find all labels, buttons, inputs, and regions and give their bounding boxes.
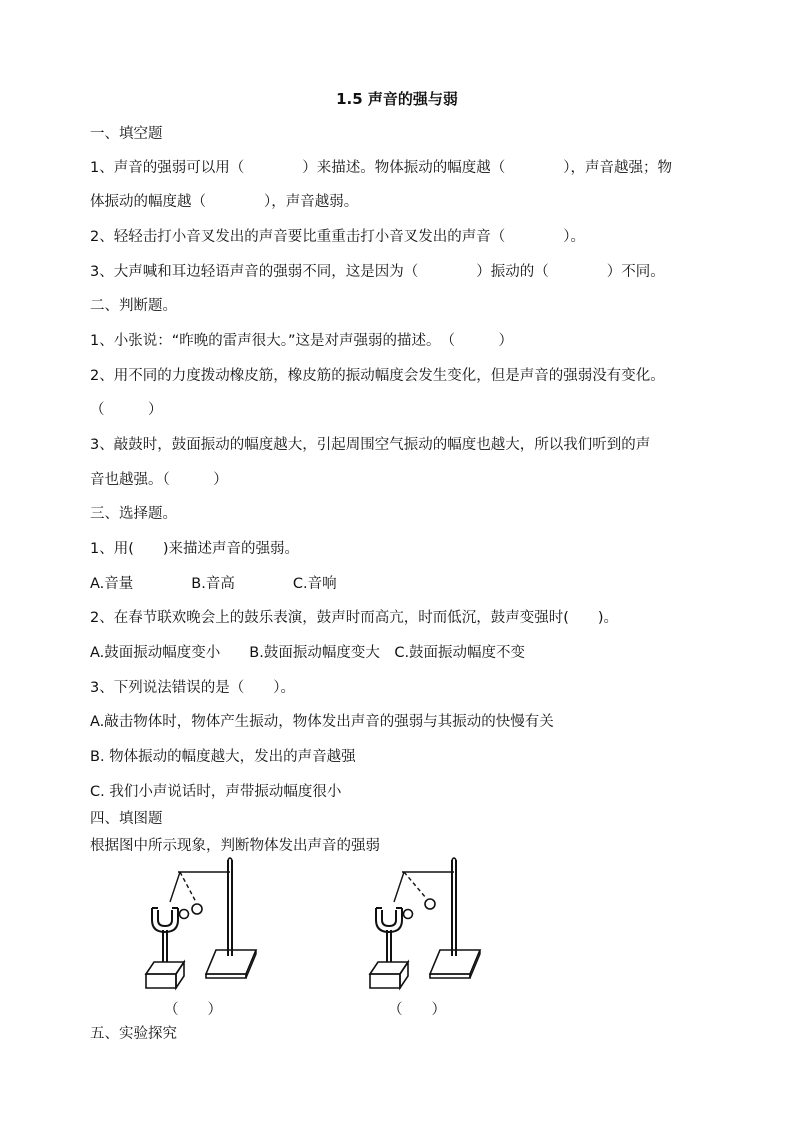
q3-3: 3、下列说法错误的是（ ）。 — [90, 680, 295, 696]
section-1-heading: 一、填空题 — [90, 126, 163, 142]
tuning-fork-figure-1 — [140, 852, 270, 992]
q3-1-options: A.音量 B.音高 C.音响 — [90, 576, 337, 592]
section-3-heading: 三、选择题。 — [90, 506, 177, 522]
section-2-heading: 二、判断题。 — [90, 298, 177, 314]
q2-3-line1: 3、敲鼓时，鼓面振动的幅度越大，引起周围空气振动的幅度也越大，所以我们听到的声 — [90, 437, 651, 453]
section-4-heading: 四、填图题 — [90, 811, 163, 827]
q3-3-option-a: A.敲击物体时，物体产生振动，物体发出声音的强弱与其振动的快慢有关 — [90, 714, 554, 730]
section-5-heading: 五、实验探究 — [90, 1026, 177, 1042]
q2-2-line1: 2、用不同的力度拨动橡皮筋，橡皮筋的振动幅度会发生变化，但是声音的强弱没有变化。 — [90, 368, 665, 384]
q2-3-line2: 音也越强。（ ） — [90, 472, 228, 488]
q1-1-line2: 体振动的幅度越（ ），声音越弱。 — [90, 194, 359, 210]
q1-2: 2、轻轻击打小音叉发出的声音要比重重击打小音叉发出的声音（ ）。 — [90, 229, 585, 245]
page-title: 1.5 声音的强与弱 — [336, 90, 458, 108]
q1-3: 3、大声喊和耳边轻语声音的强弱不同，这是因为（ ）振动的（ ）不同。 — [90, 264, 665, 280]
figure-1-answer-blank[interactable]: （ ） — [164, 1002, 222, 1018]
q3-3-option-b: B. 物体振动的幅度越大，发出的声音越强 — [90, 749, 356, 765]
q3-2-options: A.鼓面振动幅度变小 B.鼓面振动幅度变大 C.鼓面振动幅度不变 — [90, 645, 526, 661]
q2-2-line2: （ ） — [90, 402, 163, 418]
q3-3-option-c: C. 我们小声说话时，声带振动幅度很小 — [90, 784, 342, 800]
q3-1: 1、用( )来描述声音的强弱。 — [90, 541, 300, 557]
section-4-instruction: 根据图中所示现象，判断物体发出声音的强弱 — [90, 838, 380, 854]
tuning-fork-figure-2 — [364, 852, 494, 992]
q3-2: 2、在春节联欢晚会上的鼓乐表演，鼓声时而高亢，时而低沉，鼓声变强时( )。 — [90, 610, 619, 626]
q2-1: 1、小张说：“昨晚的雷声很大。”这是对声强弱的描述。 （ ） — [90, 333, 513, 349]
q1-1-line1: 1、声音的强弱可以用（ ）来描述。物体振动的幅度越（ ），声音越强；物 — [90, 160, 672, 176]
figure-2-answer-blank[interactable]: （ ） — [388, 1002, 446, 1018]
